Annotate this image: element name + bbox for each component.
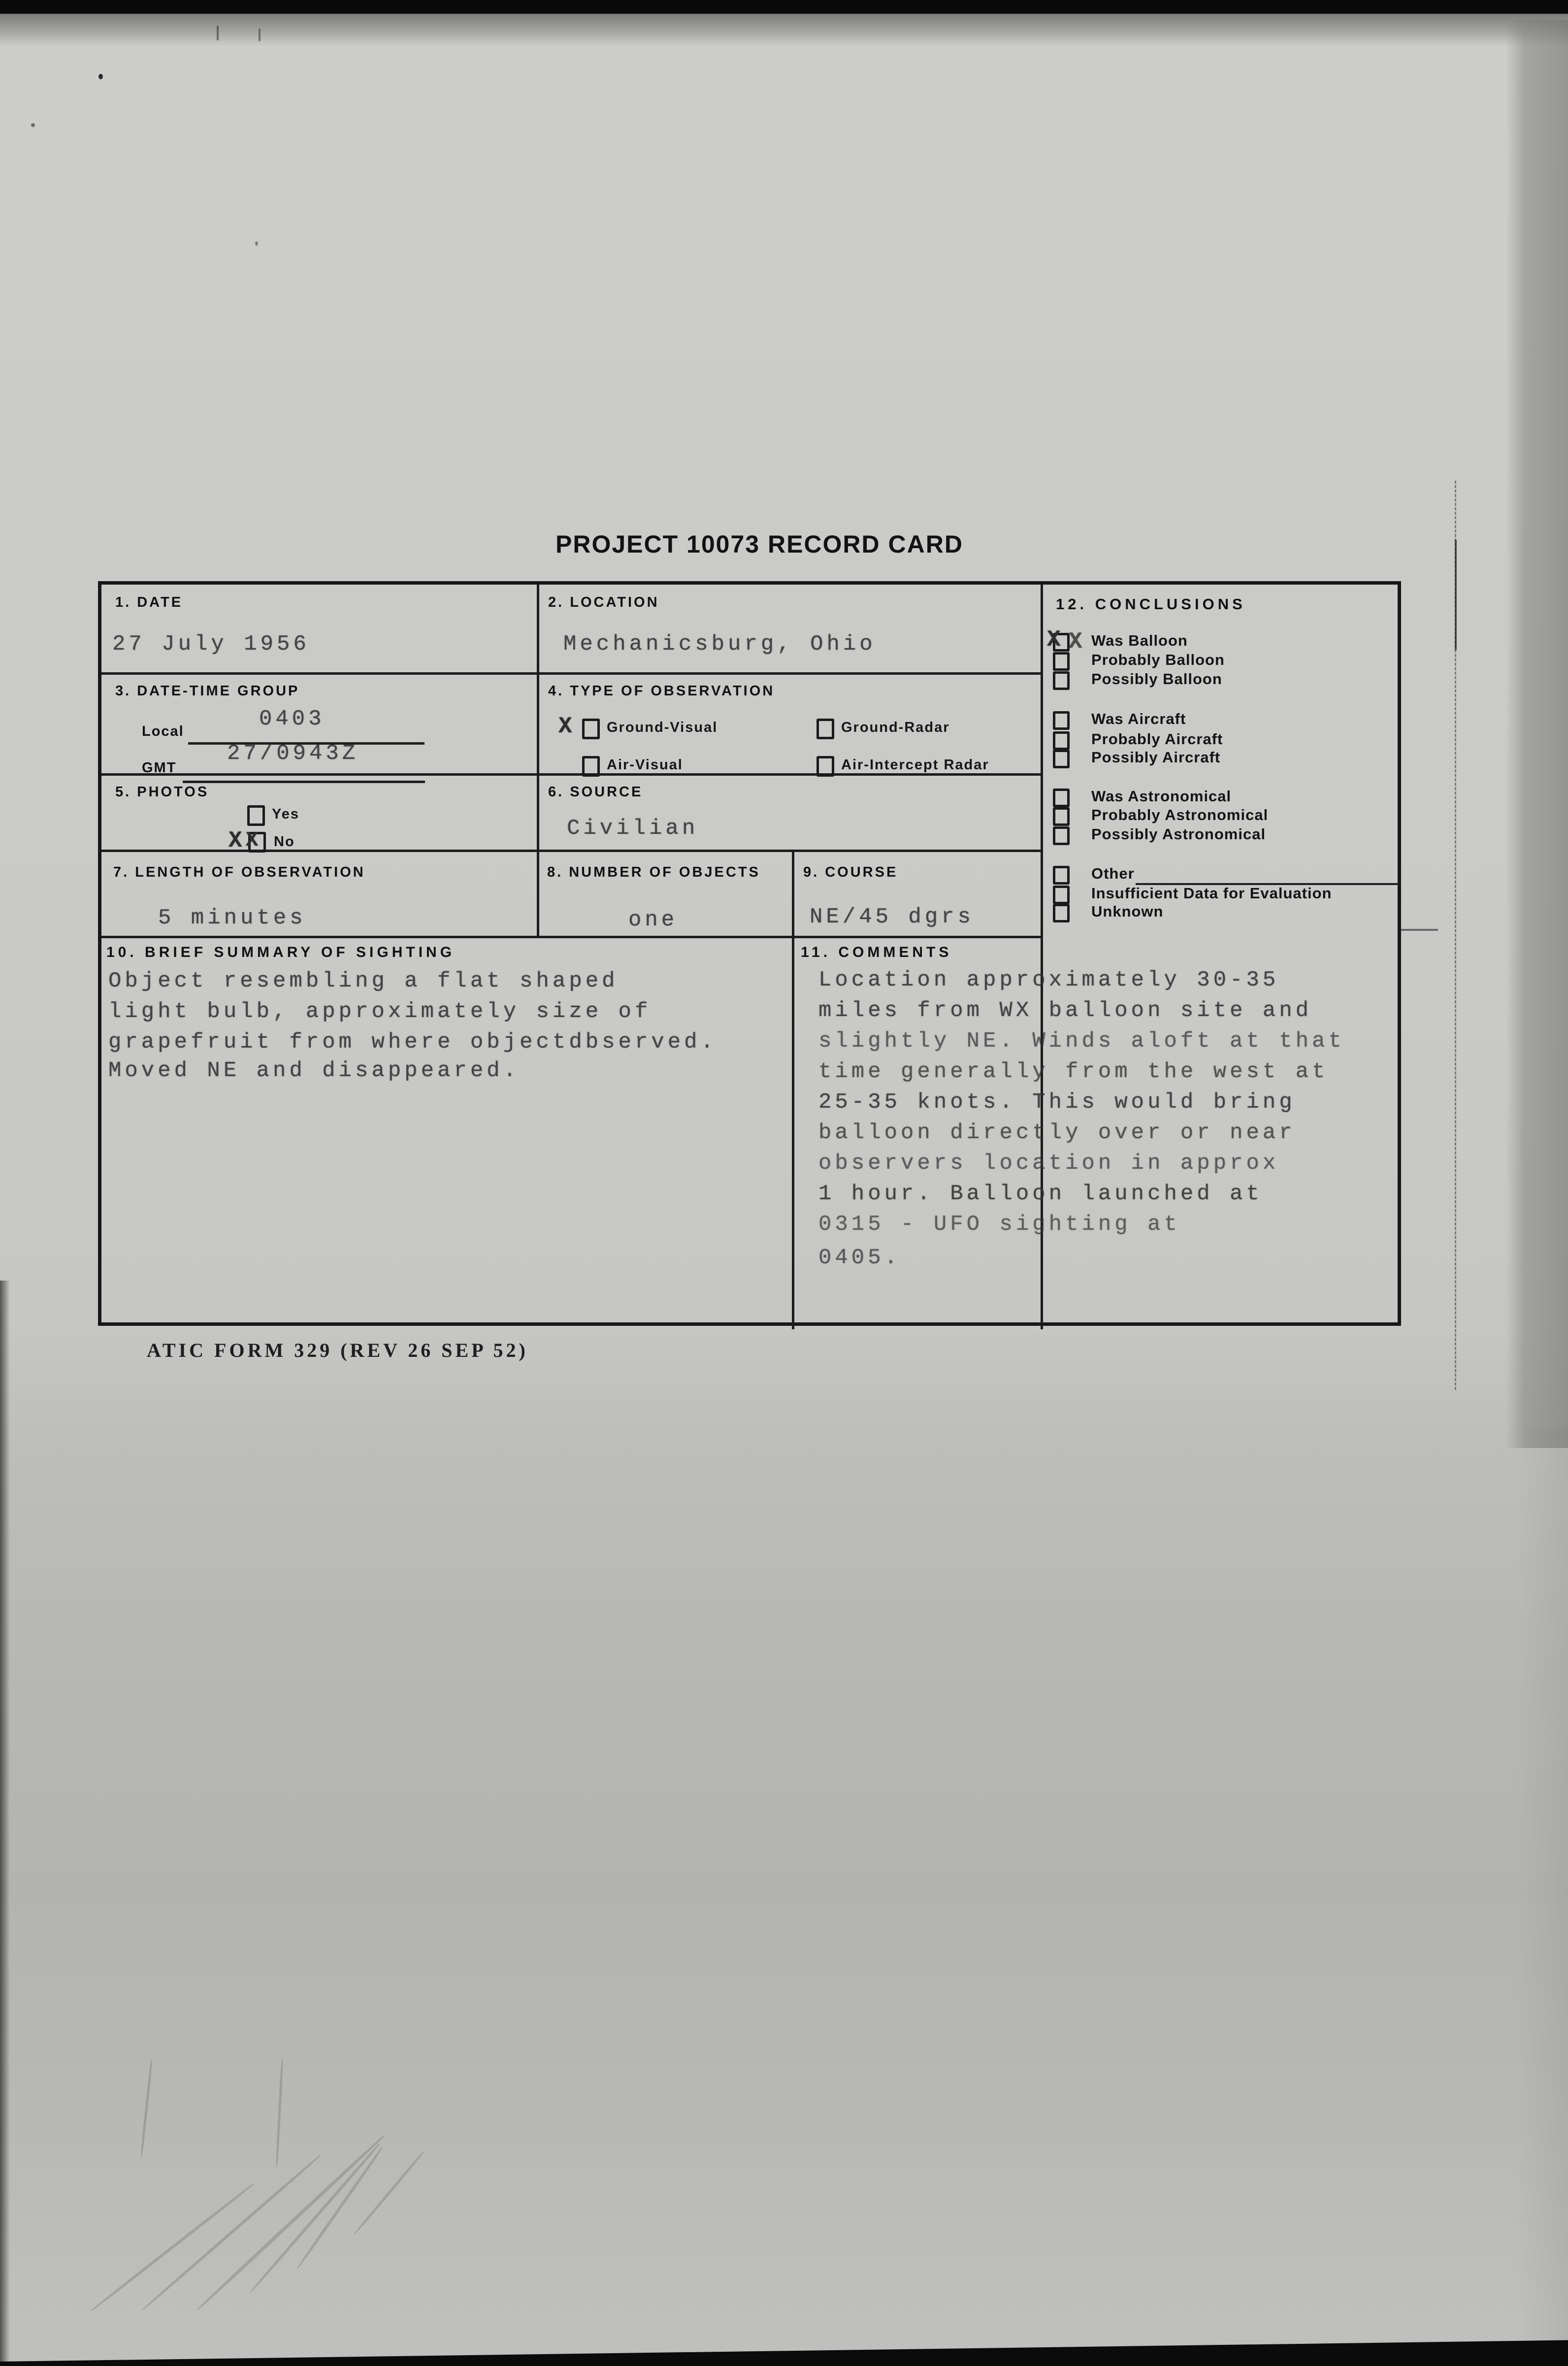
paper-right-edge-shadow	[1506, 20, 1568, 1448]
probably-astronomical-label: Probably Astronomical	[1091, 806, 1269, 823]
air-intercept-radar-label: Air-Intercept Radar	[841, 757, 989, 773]
length-of-observation-value: 5 minutes	[158, 906, 306, 930]
location-value: Mechanicsburg, Ohio	[563, 632, 876, 657]
brief-summary-label: 10. BRIEF SUMMARY OF SIGHTING	[106, 944, 456, 960]
comments-line: 1 hour. Balloon launched at	[818, 1182, 1263, 1206]
form-number-footer: ATIC FORM 329 (REV 26 SEP 52)	[147, 1339, 528, 1361]
gmt-label: GMT	[142, 760, 177, 776]
type-of-observation-label: 4. TYPE OF OBSERVATION	[548, 683, 775, 699]
course-label: 9. COURSE	[803, 864, 898, 880]
was-astronomical-label: Was Astronomical	[1091, 788, 1232, 805]
was-aircraft-label: Was Aircraft	[1091, 710, 1186, 727]
scribble-mark	[196, 2135, 385, 2312]
x-mark-was-balloon: X	[1069, 629, 1082, 655]
scribble-mark	[250, 2142, 381, 2293]
probably-aircraft-label: Probably Aircraft	[1091, 730, 1223, 748]
checkbox-photos-no[interactable]	[246, 828, 266, 853]
column-divider	[537, 585, 539, 937]
number-of-objects-value: one	[628, 908, 678, 932]
scan-left-edge	[0, 1281, 10, 2366]
checkbox-was-astronomical[interactable]	[1053, 789, 1070, 807]
scan-speck	[217, 26, 219, 40]
x-mark-photos-no-overlay: X	[246, 828, 259, 852]
checkbox-air-visual[interactable]	[582, 756, 600, 777]
comments-line: slightly NE. Winds aloft at that	[818, 1029, 1345, 1053]
other-underline	[1136, 863, 1401, 885]
checkbox-photos-yes[interactable]	[247, 805, 265, 826]
date-time-group-label: 3. DATE-TIME GROUP	[115, 683, 300, 699]
brief-summary-line: light bulb, approximately size of	[108, 999, 652, 1024]
scan-top-shadow	[0, 14, 1568, 46]
checkbox-ground-visual[interactable]	[582, 719, 600, 739]
source-label: 6. SOURCE	[548, 784, 643, 800]
comments-line: observers location in approx	[818, 1151, 1279, 1176]
scan-speck	[31, 123, 35, 127]
checkbox-probably-aircraft[interactable]	[1053, 731, 1070, 750]
brief-summary-line: Moved NE and disappeared.	[108, 1058, 520, 1083]
local-time-value: 0403	[259, 707, 325, 731]
stray-line	[1401, 929, 1438, 931]
checkbox-unknown[interactable]	[1053, 904, 1070, 922]
x-mark-ground-visual: X	[558, 714, 572, 739]
unknown-label: Unknown	[1091, 903, 1164, 920]
photos-yes-label: Yes	[272, 806, 299, 822]
record-card-table	[98, 581, 1401, 1326]
x-mark-photos-no: X	[229, 828, 242, 854]
row-divider	[101, 936, 1042, 938]
brief-summary-line: grapefruit from where objectdbserved.	[108, 1030, 717, 1054]
possibly-aircraft-label: Possibly Aircraft	[1091, 749, 1221, 766]
checkbox-was-aircraft[interactable]	[1053, 711, 1070, 730]
checkbox-possibly-astronomical[interactable]	[1053, 826, 1070, 845]
checkbox-ground-radar[interactable]	[817, 719, 834, 739]
comments-line: 0405.	[818, 1246, 901, 1270]
course-value: NE/45 dgrs	[810, 905, 975, 929]
date-value: 27 July 1956	[112, 632, 310, 657]
checkbox-air-intercept-radar[interactable]	[817, 756, 834, 777]
brief-summary-line: Object resembling a flat shaped	[108, 969, 619, 993]
probably-balloon-label: Probably Balloon	[1091, 651, 1225, 668]
scan-speck	[259, 29, 261, 41]
comments-line: Location approximately 30-35	[818, 968, 1279, 992]
scan-bottom-edge	[0, 2334, 1568, 2366]
number-of-objects-label: 8. NUMBER OF OBJECTS	[547, 864, 760, 880]
date-label: 1. DATE	[115, 594, 183, 610]
row-divider	[101, 672, 1042, 675]
was-balloon-label: Was Balloon	[1091, 632, 1188, 649]
checkbox-possibly-aircraft[interactable]	[1053, 750, 1070, 768]
ground-radar-label: Ground-Radar	[841, 720, 950, 735]
possibly-balloon-label: Possibly Balloon	[1091, 670, 1222, 688]
row-divider	[101, 850, 1042, 852]
comments-label: 11. COMMENTS	[801, 944, 952, 960]
checkbox-probably-astronomical[interactable]	[1053, 807, 1070, 826]
air-visual-label: Air-Visual	[607, 757, 683, 773]
comments-line: balloon directly over or near	[818, 1120, 1296, 1145]
checkbox-other[interactable]	[1053, 866, 1070, 885]
paper-crease-dark-segment	[1455, 540, 1457, 650]
location-label: 2. LOCATION	[548, 594, 659, 610]
paper-right-edge-shadow-lower	[1516, 1428, 1568, 2366]
checkbox-probably-balloon[interactable]	[1053, 652, 1070, 671]
scribble-mark	[90, 2182, 255, 2312]
checkbox-possibly-balloon[interactable]	[1053, 671, 1070, 690]
column-divider	[792, 850, 794, 1329]
local-label: Local	[142, 723, 184, 739]
possibly-astronomical-label: Possibly Astronomical	[1091, 825, 1266, 843]
photos-label: 5. PHOTOS	[115, 784, 209, 800]
length-of-observation-label: 7. LENGTH OF OBSERVATION	[113, 864, 365, 880]
insufficient-data-label: Insufficient Data for Evaluation	[1091, 885, 1332, 902]
scribble-mark	[140, 2059, 153, 2157]
scan-speck	[255, 241, 258, 246]
scan-speck	[98, 74, 103, 79]
comments-line: miles from WX balloon site and	[818, 998, 1312, 1023]
scribble-mark	[275, 2059, 284, 2167]
gmt-time-value: 27/0943Z	[227, 741, 359, 766]
other-label: Other	[1091, 865, 1135, 882]
conclusions-label: 12. CONCLUSIONS	[1056, 595, 1246, 613]
comments-line: time generally from the west at	[818, 1059, 1329, 1084]
comments-line: 0315 - UFO sighting at	[818, 1212, 1180, 1237]
x-mark-was-balloon-overlay: X	[1047, 627, 1061, 653]
ground-visual-label: Ground-Visual	[607, 720, 718, 735]
comments-line: 25-35 knots. This would bring	[818, 1090, 1296, 1115]
photos-no-label: No	[274, 834, 295, 850]
scribble-mark	[141, 2154, 322, 2311]
source-value: Civilian	[567, 816, 699, 841]
checkbox-insufficient-data[interactable]	[1053, 886, 1070, 904]
document-title: PROJECT 10073 RECORD CARD	[555, 530, 963, 558]
